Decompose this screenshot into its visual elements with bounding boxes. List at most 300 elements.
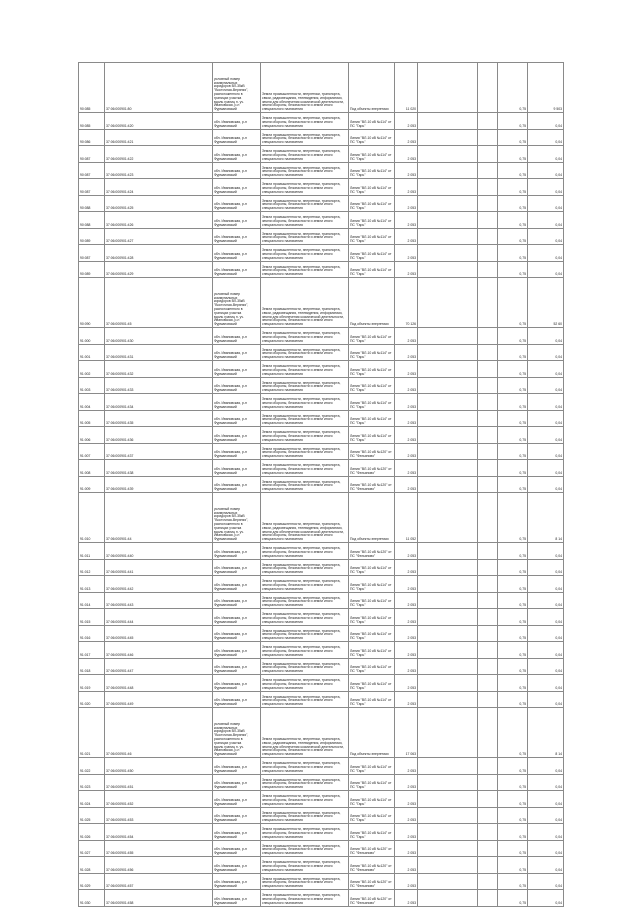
address-cell: обл. Ивановская, р-н Фурмановский	[213, 675, 261, 692]
area-cell: 2 053	[395, 609, 418, 626]
tax-rate-cell: 0,75	[498, 394, 528, 411]
table-row	[79, 129, 564, 146]
row-number-cell: 91:030	[79, 890, 105, 907]
land-category-cell: Земли промышленности, энергетики, транспорта, земли обороны, безопасности и земли иного специального назначения	[261, 609, 349, 626]
land-category-cell: Земли промышленности, энергетики, транспорта, земли обороны, безопасности и земли иного специального назначения	[261, 691, 349, 708]
permitted-use-cell: Линия "ВЛ-10 кВ №120" от ПС "Фатьяново"	[349, 873, 395, 890]
tax-sum-cell: 0,04	[528, 162, 564, 179]
tax-rate-cell: 0,75	[498, 774, 528, 791]
tax-rate-cell: 0,75	[498, 675, 528, 692]
cadastral-number-cell: 37:06:000901:423	[105, 162, 213, 179]
row-number-cell: 91:021	[79, 708, 105, 758]
empty-cell	[418, 857, 478, 874]
tax-rate-cell: 0,75	[498, 146, 528, 163]
tax-rate-cell: 0,75	[498, 691, 528, 708]
row-number-cell: 91:010	[79, 493, 105, 543]
permitted-use-cell: Линия "ВЛ-10 кВ №114" от ПС "Гарь"	[349, 824, 395, 841]
empty-cell	[418, 443, 478, 460]
empty-cell	[478, 195, 498, 212]
tax-sum-cell: 0,04	[528, 609, 564, 626]
address-cell: обл. Ивановская, р-н Фурмановский	[213, 245, 261, 262]
address-cell: обл. Ивановская, р-н Фурмановский	[213, 824, 261, 841]
land-category-cell: Земли промышленности, энергетики, транспорта, связи, радиовещания, телевидения, информатики, земли для обеспечения космической деятельности, земли обороны, безопасности и земли иного специального назначения	[261, 493, 349, 543]
cadastral-number-cell: 37:06:000901:435	[105, 410, 213, 427]
tax-sum-cell: 0,04	[528, 361, 564, 378]
address-cell: обл. Ивановская, р-н Фурмановский	[213, 162, 261, 179]
area-cell: 2 053	[395, 328, 418, 345]
land-category-cell: Земли промышленности, энергетики, транспорта, земли обороны, безопасности и земли иного специального назначения	[261, 807, 349, 824]
table-body	[79, 63, 564, 907]
table-row	[79, 261, 564, 278]
empty-cell	[478, 576, 498, 593]
cadastral-number-cell: 37:06:000901:445	[105, 625, 213, 642]
area-cell: 2 053	[395, 675, 418, 692]
address-cell: обл. Ивановская, р-н Фурмановский	[213, 261, 261, 278]
tax-rate-cell: 0,75	[498, 576, 528, 593]
tax-sum-cell: 0,04	[528, 228, 564, 245]
area-cell: 2 053	[395, 228, 418, 245]
empty-cell	[418, 228, 478, 245]
empty-cell	[418, 658, 478, 675]
row-number-cell: 91:019	[79, 675, 105, 692]
empty-cell	[478, 361, 498, 378]
tax-sum-cell: 0,04	[528, 146, 564, 163]
row-number-cell: 91:008	[79, 460, 105, 477]
empty-cell	[418, 261, 478, 278]
empty-cell	[418, 708, 478, 758]
row-number-cell: 91:020	[79, 691, 105, 708]
cadastral-number-cell: 37:06:000901:447	[105, 658, 213, 675]
tax-sum-cell: 0,04	[528, 212, 564, 229]
row-number-cell: 91:025	[79, 807, 105, 824]
table-row	[79, 890, 564, 907]
tax-sum-cell: 9 503	[528, 63, 564, 113]
permitted-use-cell: Линия "ВЛ-10 кВ №114" от ПС "Гарь"	[349, 212, 395, 229]
row-number-cell: 91:017	[79, 642, 105, 659]
row-number-cell: 91:007	[79, 443, 105, 460]
empty-cell	[478, 344, 498, 361]
address-cell: обл. Ивановская, р-н Фурмановский	[213, 873, 261, 890]
permitted-use-cell: Линия "ВЛ-10 кВ №114" от ПС "Гарь"	[349, 758, 395, 775]
tax-sum-cell: 0,04	[528, 328, 564, 345]
address-cell: обл. Ивановская, р-н Фурмановский	[213, 857, 261, 874]
cadastral-number-cell: 37:06:000901:44	[105, 493, 213, 543]
address-cell: условный номер коммунальных коридоров ВЛ-35кВ "Восточная-Верхняя", расположенного в границах участка вдоль границ п. уч. Ивановская, р-н Фурмановский	[213, 493, 261, 543]
tax-rate-cell: 0,75	[498, 278, 528, 328]
empty-cell	[418, 791, 478, 808]
land-category-cell: Земли промышленности, энергетики, транспорта, земли обороны, безопасности и земли иного специального назначения	[261, 344, 349, 361]
empty-cell	[478, 708, 498, 758]
cadastral-number-cell: 37:06:000901:446	[105, 642, 213, 659]
empty-cell	[418, 609, 478, 626]
table-row	[79, 410, 564, 427]
address-cell: обл. Ивановская, р-н Фурмановский	[213, 228, 261, 245]
empty-cell	[418, 476, 478, 493]
table-row	[79, 543, 564, 560]
area-cell: 2 053	[395, 162, 418, 179]
row-number-cell: 91:002	[79, 361, 105, 378]
tax-rate-cell: 0,75	[498, 890, 528, 907]
tax-rate-cell: 0,75	[498, 410, 528, 427]
tax-rate-cell: 0,75	[498, 559, 528, 576]
empty-cell	[418, 559, 478, 576]
permitted-use-cell: Линия "ВЛ-10 кВ №114" от ПС "Гарь"	[349, 791, 395, 808]
table-row	[79, 344, 564, 361]
area-cell: 2 053	[395, 840, 418, 857]
tax-rate-cell: 0,75	[498, 625, 528, 642]
cadastral-number-cell: 37:06:000901:421	[105, 129, 213, 146]
cadastral-number-cell: 37:06:000901:424	[105, 179, 213, 196]
area-cell: 2 053	[395, 576, 418, 593]
area-cell: 2 053	[395, 824, 418, 841]
area-cell: 2 053	[395, 592, 418, 609]
land-category-cell: Земли промышленности, энергетики, транспорта, земли обороны, безопасности и земли иного специального назначения	[261, 113, 349, 130]
table-row	[79, 245, 564, 262]
table-row	[79, 427, 564, 444]
tax-rate-cell: 0,75	[498, 328, 528, 345]
land-category-cell: Земли промышленности, энергетики, транспорта, земли обороны, безопасности и земли иного специального назначения	[261, 675, 349, 692]
permitted-use-cell: Линия "ВЛ-10 кВ №114" от ПС "Гарь"	[349, 377, 395, 394]
area-cell: 2 053	[395, 195, 418, 212]
tax-sum-cell: 0,04	[528, 344, 564, 361]
land-category-cell: Земли промышленности, энергетики, транспорта, земли обороны, безопасности и земли иного специального назначения	[261, 261, 349, 278]
tax-sum-cell: 52 60	[528, 278, 564, 328]
address-cell: обл. Ивановская, р-н Фурмановский	[213, 625, 261, 642]
tax-sum-cell: 0,04	[528, 113, 564, 130]
tax-sum-cell: 0,04	[528, 559, 564, 576]
permitted-use-cell: Линия "ВЛ-10 кВ №114" от ПС "Гарь"	[349, 576, 395, 593]
tax-sum-cell: 8 14	[528, 708, 564, 758]
land-category-cell: Земли промышленности, энергетики, транспорта, земли обороны, безопасности и земли иного специального назначения	[261, 228, 349, 245]
land-category-cell: Земли промышленности, энергетики, транспорта, земли обороны, безопасности и земли иного специального назначения	[261, 476, 349, 493]
empty-cell	[478, 592, 498, 609]
tax-rate-cell: 0,75	[498, 228, 528, 245]
tax-sum-cell: 0,04	[528, 857, 564, 874]
cadastral-number-cell: 37:06:000901:452	[105, 791, 213, 808]
cadastral-number-cell: 37:06:000901:454	[105, 824, 213, 841]
permitted-use-cell: Линия "ВЛ-10 кВ №114" от ПС "Гарь"	[349, 774, 395, 791]
table-row	[79, 758, 564, 775]
table-row	[79, 278, 564, 328]
cadastral-number-cell: 37:06:000901:45	[105, 278, 213, 328]
empty-cell	[478, 609, 498, 626]
area-cell: 2 053	[395, 758, 418, 775]
tax-rate-cell: 0,75	[498, 377, 528, 394]
tax-rate-cell: 0,75	[498, 212, 528, 229]
land-category-cell: Земли промышленности, энергетики, транспорта, земли обороны, безопасности и земли иного специального назначения	[261, 212, 349, 229]
cadastral-number-cell: 37:06:000901:450	[105, 758, 213, 775]
table-row	[79, 460, 564, 477]
cadastral-number-cell: 37:06:000901:458	[105, 890, 213, 907]
permitted-use-cell: Линия "ВЛ-10 кВ №114" от ПС "Гарь"	[349, 328, 395, 345]
empty-cell	[418, 543, 478, 560]
empty-cell	[418, 245, 478, 262]
empty-cell	[418, 129, 478, 146]
empty-cell	[478, 658, 498, 675]
cadastral-number-cell: 37:06:000901:438	[105, 460, 213, 477]
empty-cell	[478, 261, 498, 278]
land-category-cell: Земли промышленности, энергетики, транспорта, земли обороны, безопасности и земли иного специального назначения	[261, 873, 349, 890]
cadastral-number-cell: 37:06:000901:426	[105, 212, 213, 229]
permitted-use-cell: Линия "ВЛ-10 кВ №114" от ПС "Гарь"	[349, 625, 395, 642]
address-cell: обл. Ивановская, р-н Фурмановский	[213, 443, 261, 460]
row-number-cell: 90:089	[79, 261, 105, 278]
tax-sum-cell: 0,04	[528, 890, 564, 907]
table-row	[79, 625, 564, 642]
tax-rate-cell: 0,75	[498, 245, 528, 262]
area-cell: 2 053	[395, 361, 418, 378]
land-category-cell: Земли промышленности, энергетики, транспорта, земли обороны, безопасности и земли иного специального назначения	[261, 658, 349, 675]
cadastral-number-cell: 37:06:000901:420	[105, 113, 213, 130]
cadastral-number-cell: 37:06:000901:437	[105, 443, 213, 460]
tax-sum-cell: 0,04	[528, 675, 564, 692]
tax-sum-cell: 0,04	[528, 195, 564, 212]
empty-cell	[418, 774, 478, 791]
tax-rate-cell: 0,75	[498, 476, 528, 493]
address-cell: обл. Ивановская, р-н Фурмановский	[213, 129, 261, 146]
row-number-cell: 91:006	[79, 427, 105, 444]
address-cell: обл. Ивановская, р-н Фурмановский	[213, 807, 261, 824]
empty-cell	[478, 328, 498, 345]
empty-cell	[478, 807, 498, 824]
address-cell: обл. Ивановская, р-н Фурмановский	[213, 427, 261, 444]
row-number-cell: 91:014	[79, 592, 105, 609]
permitted-use-cell: Линия "ВЛ-10 кВ №120" от ПС "Фатьяново"	[349, 460, 395, 477]
row-number-cell: 90:085	[79, 63, 105, 113]
area-cell: 2 053	[395, 642, 418, 659]
tax-sum-cell: 0,04	[528, 460, 564, 477]
table-row	[79, 840, 564, 857]
land-category-cell: Земли промышленности, энергетики, транспорта, земли обороны, безопасности и земли иного специального назначения	[261, 840, 349, 857]
address-cell: обл. Ивановская, р-н Фурмановский	[213, 691, 261, 708]
empty-cell	[478, 212, 498, 229]
table-row	[79, 873, 564, 890]
land-category-cell: Земли промышленности, энергетики, транспорта, связи, радиовещания, телевидения, информатики, земли для обеспечения космической деятельности, земли обороны, безопасности и земли иного специального назначения	[261, 278, 349, 328]
cadastral-number-cell: 37:06:000901:433	[105, 377, 213, 394]
tax-sum-cell: 0,04	[528, 377, 564, 394]
area-cell: 11 020	[395, 63, 418, 113]
row-number-cell: 91:023	[79, 774, 105, 791]
cadastral-number-cell: 37:06:000901:444	[105, 609, 213, 626]
tax-rate-cell: 0,75	[498, 543, 528, 560]
table-row	[79, 476, 564, 493]
empty-cell	[478, 791, 498, 808]
cadastral-number-cell: 37:06:000901:431	[105, 344, 213, 361]
permitted-use-cell: Линия "ВЛ-10 кВ №114" от ПС "Гарь"	[349, 261, 395, 278]
empty-cell	[418, 691, 478, 708]
permitted-use-cell: Линия "ВЛ-10 кВ №114" от ПС "Гарь"	[349, 394, 395, 411]
land-category-cell: Земли промышленности, энергетики, транспорта, земли обороны, безопасности и земли иного специального назначения	[261, 427, 349, 444]
table-row	[79, 824, 564, 841]
land-category-cell: Земли промышленности, энергетики, транспорта, земли обороны, безопасности и земли иного специального назначения	[261, 559, 349, 576]
tax-rate-cell: 0,75	[498, 873, 528, 890]
permitted-use-cell: Линия "ВЛ-10 кВ №114" от ПС "Гарь"	[349, 807, 395, 824]
permitted-use-cell: Линия "ВЛ-10 кВ №114" от ПС "Гарь"	[349, 675, 395, 692]
row-number-cell: 90:087	[79, 146, 105, 163]
permitted-use-cell: Под объекты энергетики	[349, 63, 395, 113]
tax-rate-cell: 0,75	[498, 758, 528, 775]
land-category-cell: Земли промышленности, энергетики, транспорта, связи, радиовещания, телевидения, информатики, земли для обеспечения космической деятельности, земли обороны, безопасности и земли иного специального назначения	[261, 63, 349, 113]
tax-rate-cell: 0,75	[498, 162, 528, 179]
address-cell: обл. Ивановская, р-н Фурмановский	[213, 361, 261, 378]
table-row	[79, 609, 564, 626]
empty-cell	[478, 410, 498, 427]
empty-cell	[418, 642, 478, 659]
empty-cell	[478, 113, 498, 130]
area-cell: 17 063	[395, 708, 418, 758]
row-number-cell: 90:089	[79, 228, 105, 245]
empty-cell	[418, 460, 478, 477]
area-cell: 2 053	[395, 261, 418, 278]
address-cell: обл. Ивановская, р-н Фурмановский	[213, 642, 261, 659]
tax-sum-cell: 0,04	[528, 642, 564, 659]
area-cell: 2 053	[395, 179, 418, 196]
tax-rate-cell: 0,75	[498, 609, 528, 626]
row-number-cell: 91:016	[79, 625, 105, 642]
land-category-cell: Земли промышленности, энергетики, транспорта, земли обороны, безопасности и земли иного специального назначения	[261, 890, 349, 907]
tax-sum-cell: 0,04	[528, 807, 564, 824]
row-number-cell: 91:003	[79, 377, 105, 394]
address-cell: обл. Ивановская, р-н Фурмановский	[213, 476, 261, 493]
permitted-use-cell: Линия "ВЛ-10 кВ №114" от ПС "Гарь"	[349, 559, 395, 576]
area-cell: 2 053	[395, 543, 418, 560]
table-row	[79, 658, 564, 675]
empty-cell	[418, 840, 478, 857]
permitted-use-cell: Линия "ВЛ-10 кВ №114" от ПС "Гарь"	[349, 410, 395, 427]
empty-cell	[478, 625, 498, 642]
empty-cell	[478, 245, 498, 262]
tax-rate-cell: 0,75	[498, 361, 528, 378]
empty-cell	[478, 758, 498, 775]
area-cell: 2 053	[395, 890, 418, 907]
empty-cell	[478, 857, 498, 874]
tax-rate-cell: 0,75	[498, 857, 528, 874]
empty-cell	[478, 543, 498, 560]
area-cell: 2 053	[395, 691, 418, 708]
permitted-use-cell: Под объекты энергетики	[349, 278, 395, 328]
table-row	[79, 162, 564, 179]
empty-cell	[418, 427, 478, 444]
permitted-use-cell: Линия "ВЛ-10 кВ №114" от ПС "Гарь"	[349, 195, 395, 212]
address-cell: обл. Ивановская, р-н Фурмановский	[213, 774, 261, 791]
land-category-cell: Земли промышленности, энергетики, транспорта, земли обороны, безопасности и земли иного специального назначения	[261, 328, 349, 345]
area-cell: 2 053	[395, 807, 418, 824]
table-row	[79, 146, 564, 163]
area-cell: 2 053	[395, 476, 418, 493]
land-category-cell: Земли промышленности, энергетики, транспорта, земли обороны, безопасности и земли иного специального назначения	[261, 195, 349, 212]
cadastral-number-cell: 37:06:000901:436	[105, 427, 213, 444]
permitted-use-cell: Линия "ВЛ-10 кВ №114" от ПС "Гарь"	[349, 642, 395, 659]
table-row	[79, 691, 564, 708]
empty-cell	[418, 493, 478, 543]
empty-cell	[478, 460, 498, 477]
cadastral-number-cell: 37:06:000901:434	[105, 394, 213, 411]
empty-cell	[418, 592, 478, 609]
permitted-use-cell: Линия "ВЛ-10 кВ №114" от ПС "Гарь"	[349, 146, 395, 163]
tax-rate-cell: 0,75	[498, 824, 528, 841]
row-number-cell: 91:013	[79, 576, 105, 593]
cadastral-number-cell: 37:06:000901:442	[105, 576, 213, 593]
empty-cell	[418, 328, 478, 345]
row-number-cell: 91:015	[79, 609, 105, 626]
permitted-use-cell: Под объекты энергетики	[349, 708, 395, 758]
tax-rate-cell: 0,75	[498, 840, 528, 857]
cadastral-number-cell: 37:06:000901:457	[105, 873, 213, 890]
row-number-cell: 91:004	[79, 394, 105, 411]
land-category-cell: Земли промышленности, энергетики, транспорта, земли обороны, безопасности и земли иного специального назначения	[261, 791, 349, 808]
row-number-cell: 91:018	[79, 658, 105, 675]
table-row	[79, 708, 564, 758]
row-number-cell: 91:027	[79, 840, 105, 857]
permitted-use-cell: Линия "ВЛ-10 кВ №120" от ПС "Фатьяново"	[349, 543, 395, 560]
area-cell: 2 053	[395, 129, 418, 146]
cadastral-number-cell: 37:06:000901:425	[105, 195, 213, 212]
tax-rate-cell: 0,75	[498, 113, 528, 130]
empty-cell	[418, 873, 478, 890]
tax-sum-cell: 0,04	[528, 658, 564, 675]
cadastral-number-cell: 37:06:000901:422	[105, 146, 213, 163]
empty-cell	[478, 443, 498, 460]
empty-cell	[418, 394, 478, 411]
area-cell: 2 053	[395, 774, 418, 791]
table-row	[79, 807, 564, 824]
tax-sum-cell: 0,04	[528, 129, 564, 146]
area-cell: 2 053	[395, 344, 418, 361]
permitted-use-cell: Линия "ВЛ-10 кВ №120" от ПС "Фатьяново"	[349, 476, 395, 493]
cadastral-number-cell: 37:06:000901:456	[105, 857, 213, 874]
address-cell: обл. Ивановская, р-н Фурмановский	[213, 758, 261, 775]
empty-cell	[478, 840, 498, 857]
table-row	[79, 179, 564, 196]
permitted-use-cell: Линия "ВЛ-10 кВ №114" от ПС "Гарь"	[349, 228, 395, 245]
empty-cell	[478, 824, 498, 841]
address-cell: обл. Ивановская, р-н Фурмановский	[213, 791, 261, 808]
empty-cell	[418, 625, 478, 642]
tax-sum-cell: 0,04	[528, 410, 564, 427]
area-cell: 2 053	[395, 146, 418, 163]
address-cell: обл. Ивановская, р-н Фурмановский	[213, 377, 261, 394]
area-cell: 2 053	[395, 245, 418, 262]
land-category-cell: Земли промышленности, энергетики, транспорта, земли обороны, безопасности и земли иного специального назначения	[261, 625, 349, 642]
address-cell: обл. Ивановская, р-н Фурмановский	[213, 840, 261, 857]
tax-sum-cell: 0,04	[528, 873, 564, 890]
empty-cell	[478, 146, 498, 163]
empty-cell	[478, 559, 498, 576]
tax-rate-cell: 0,75	[498, 493, 528, 543]
empty-cell	[418, 113, 478, 130]
table-row	[79, 443, 564, 460]
row-number-cell: 91:000	[79, 328, 105, 345]
address-cell: условный номер коммунальных коридоров ВЛ-35кВ "Восточная-Верхняя", расположенного в границах участка вдоль границ п. уч. Ивановская, р-н Фурмановский	[213, 63, 261, 113]
cadastral-number-cell: 37:06:000901:439	[105, 476, 213, 493]
tax-rate-cell: 0,75	[498, 807, 528, 824]
tax-sum-cell: 0,04	[528, 625, 564, 642]
address-cell: обл. Ивановская, р-н Фурмановский	[213, 543, 261, 560]
address-cell: обл. Ивановская, р-н Фурмановский	[213, 410, 261, 427]
land-category-cell: Земли промышленности, энергетики, транспорта, земли обороны, безопасности и земли иного специального назначения	[261, 377, 349, 394]
empty-cell	[418, 63, 478, 113]
land-category-cell: Земли промышленности, энергетики, транспорта, земли обороны, безопасности и земли иного специального назначения	[261, 576, 349, 593]
address-cell: условный номер коммунальных коридоров ВЛ-35кВ "Восточная-Верхняя", расположенного в границах участка вдоль границ п. уч. Ивановская, р-н Фурмановский	[213, 278, 261, 328]
land-category-cell: Земли промышленности, энергетики, транспорта, земли обороны, безопасности и земли иного специального назначения	[261, 245, 349, 262]
cadastral-number-cell: 37:06:000901:427	[105, 228, 213, 245]
area-cell: 2 053	[395, 427, 418, 444]
cadastral-number-cell: 37:06:000901:46	[105, 708, 213, 758]
area-cell: 2 053	[395, 394, 418, 411]
land-category-cell: Земли промышленности, энергетики, транспорта, земли обороны, безопасности и земли иного специального назначения	[261, 857, 349, 874]
area-cell: 2 053	[395, 212, 418, 229]
tax-sum-cell: 0,04	[528, 427, 564, 444]
